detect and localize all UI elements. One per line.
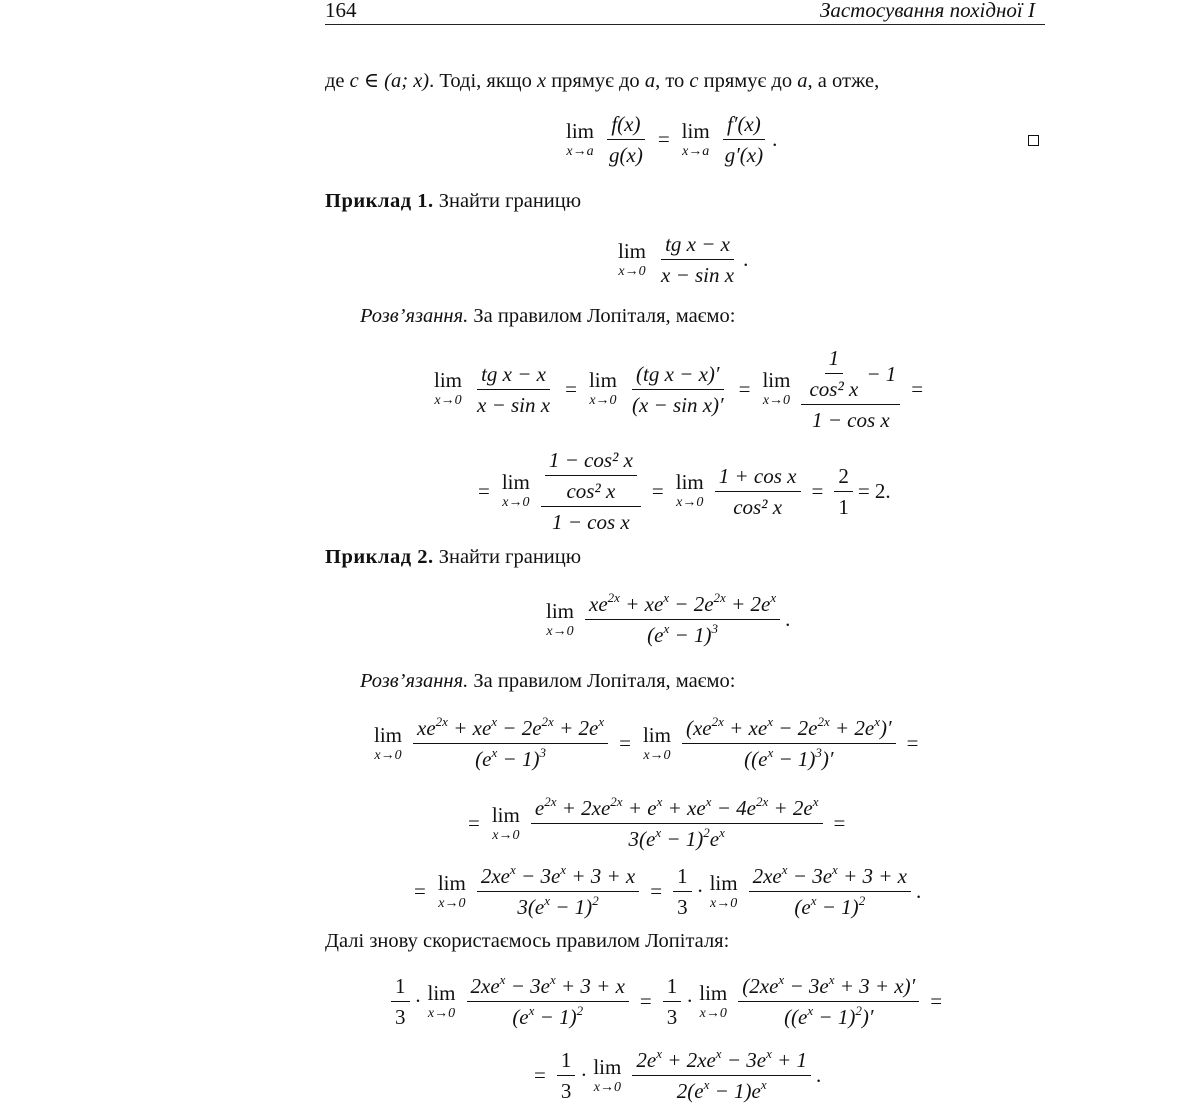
limit-operator: lim x→0 [437,870,466,911]
theorem-equation [560,112,777,167]
equals-sign: = [651,478,664,503]
equals-sign: = [414,879,426,904]
equals-sign: = [534,1063,546,1088]
intro-math: c [689,70,699,92]
intro-text: де [325,70,350,92]
page-number: 164 [325,0,357,22]
intro-text: , а отже, [807,70,880,92]
solution-text: За правилом Лопіталя, маємо: [468,670,736,692]
fraction: $\frac{1}{3}$ [557,1048,576,1103]
equals-sign: = [911,376,924,401]
multiplication-dot: · [696,879,704,904]
example-2-step-5: = $\frac{1}{3}$ · lim x→0 $\frac{2e^x + 2xe^x - 3e^x + 1}{2(e^x - 1)e^x}$ . [534,1046,822,1104]
fraction: $\frac{f'(x)}{g'(x)}$ [724,112,764,168]
fraction: $\frac{xe^{2x} + xe^x - 2e^{2x} + 2e^x}{(e^x - 1)^3}$ [413,716,608,771]
limit-operator: lim x→0 [501,470,530,511]
fraction: $\frac{2}{1}$ [834,464,853,519]
limit-operator: lim x→0 [699,980,728,1021]
limit-operator: lim x→0 [491,802,520,843]
intro-text: , то [655,70,690,92]
equals-sign: = [906,731,919,756]
transition-paragraph [325,930,729,953]
equals-sign: = [565,376,577,401]
limit-operator: lim x→0 [709,870,738,911]
period: . [743,247,749,272]
equals-sign: = [738,376,751,401]
fraction: $\frac{\text{tg x − x}}{\text{x − sin x}}$ [477,361,551,417]
limit-operator: lim x→0 [675,470,704,511]
example-1-step-2 [472,448,891,534]
equals-sign: = [650,879,663,904]
result: = 2. [857,478,891,503]
example-2-statement [325,546,581,569]
equals-sign: = [833,811,846,836]
example-2-solution-intro [360,670,735,693]
limit-operator: lim x→0 [618,238,647,279]
fraction: $\frac{2xe^x - 3e^x + 3 + x}{3(e^x - 1)^2}$ [477,864,639,919]
fraction: $\frac{2xe^x - 3e^x + 3 + x}{(e^x - 1)^2}$ [749,864,911,919]
equals-sign: = [930,989,943,1014]
limit-operator: lim x→0 [374,722,403,763]
example-1-statement [325,190,581,213]
intro-math: a [644,70,656,92]
equals-sign: = [639,989,652,1014]
fraction: $\frac{2xe^x - 3e^x + 3 + x}{(e^x - 1)^2}$ [467,974,629,1029]
limit-operator: lim x→0 [546,598,575,639]
example-label: Приклад 1. [325,190,434,212]
equals-sign: = [468,811,480,836]
equals-sign: = [811,478,824,503]
running-header [325,0,1045,25]
intro-text: прямує до [698,70,798,92]
fraction: $\frac{2e^x + 2xe^x - 3e^x + 1}{2(e^x - 1)e^x}$ [632,1048,811,1103]
fraction: $\frac{(xe^{2x} + xe^x - 2e^{2x} + 2e^x)'}{((e^x - 1)^3)'}$ [682,716,896,771]
intro-math: x [536,70,547,92]
period: . [785,607,791,632]
chapter-title: Застосування похідної I [819,0,1035,22]
limit-operator: lim x→0 [642,722,671,763]
solution-label: Розв’язання. [360,305,469,327]
example-1-equation [612,232,748,287]
example-label: Приклад 2. [325,546,434,568]
fraction: $\frac{e^{2x} + 2xe^{2x} + e^x + xe^x - 4e^{2x} + 2e^x}{3(e^x - 1)^2e^x}$ [531,796,823,851]
intro-paragraph [325,68,879,93]
example-text: Знайти границю [433,190,582,212]
example-2-step-2 [462,796,851,851]
transition-text: Далі знову скористаємось правилом Лопіталя: [325,930,730,952]
fraction: $\frac{(2xe^x - 3e^x + 3 + x)'}{((e^x - 1)^2)'}$ [738,974,919,1029]
fraction: $\frac{1}{3}$ [391,974,410,1029]
fraction: $\frac{\text{1 + cos x}}{\text{cos² x}}$ [715,464,801,519]
fraction: $\frac{xe^{2x} + xe^x - 2e^{2x} + 2e^x}{(e^x - 1)^3}$ [585,592,780,647]
qed-square-icon [1028,135,1039,146]
example-1-step-1 [428,346,929,432]
period: . [772,127,778,152]
limit-operator: lim x→0 [762,368,791,409]
example-2-step-3: = lim x→0 $\frac{2xe^x - 3e^x + 3 + x}{3(e^x - 1)^2}$ = $\frac{1}{3}$ · lim x→0 $\frac{2xe^x - 3e^x + 3 + x}{(e^x - 1)^2}$ . [414,862,922,920]
example-2-equation [540,592,790,647]
fraction: $\frac{\text{(tg x − x)′}}{\text{(x − sin x)′}}$ [631,361,724,417]
limit-operator: lim x→a [566,118,595,159]
example-2-step-1 [368,716,924,771]
fraction: $\frac{f(x)}{g(x)}$ [609,112,643,168]
equals-sign: = [657,127,670,152]
intro-text: прямує до [546,70,645,92]
intro-math: a [797,70,808,92]
compound-fraction: $\frac{1}{\text{cos² x}}$ − 1 1 − cos x [801,346,900,432]
example-1-solution-intro [360,305,735,328]
limit-operator: lim x→0 [588,368,617,409]
equals-sign: = [619,731,631,756]
intro-math: c ∈ (a; x) [349,70,430,92]
fraction: $\frac{1}{3}$ [663,974,682,1029]
limit-operator: lim x→0 [593,1054,622,1095]
example-2-step-4 [386,974,948,1029]
multiplication-dot: · [686,989,694,1014]
fraction: $\frac{\text{tg x − x}}{\text{x − sin x}}$ [661,232,735,288]
multiplication-dot: · [414,989,422,1014]
solution-label: Розв’язання. [360,670,469,692]
compound-fraction: $\frac{\frac{\text{1 − cos² x}}{\text{cos² x}}}{\text{1 − cos x}}$ [541,448,641,534]
limit-operator: lim x→0 [434,368,463,409]
solution-text: За правилом Лопіталя, маємо: [468,305,736,327]
intro-text: . Тоді, якщо [429,70,537,92]
multiplication-dot: · [580,1063,588,1088]
equals-sign: = [478,478,490,503]
limit-operator: lim x→a [681,118,710,159]
fraction: $\frac{1}{3}$ [673,864,692,919]
limit-operator: lim x→0 [427,980,456,1021]
example-text: Знайти границю [433,546,582,568]
